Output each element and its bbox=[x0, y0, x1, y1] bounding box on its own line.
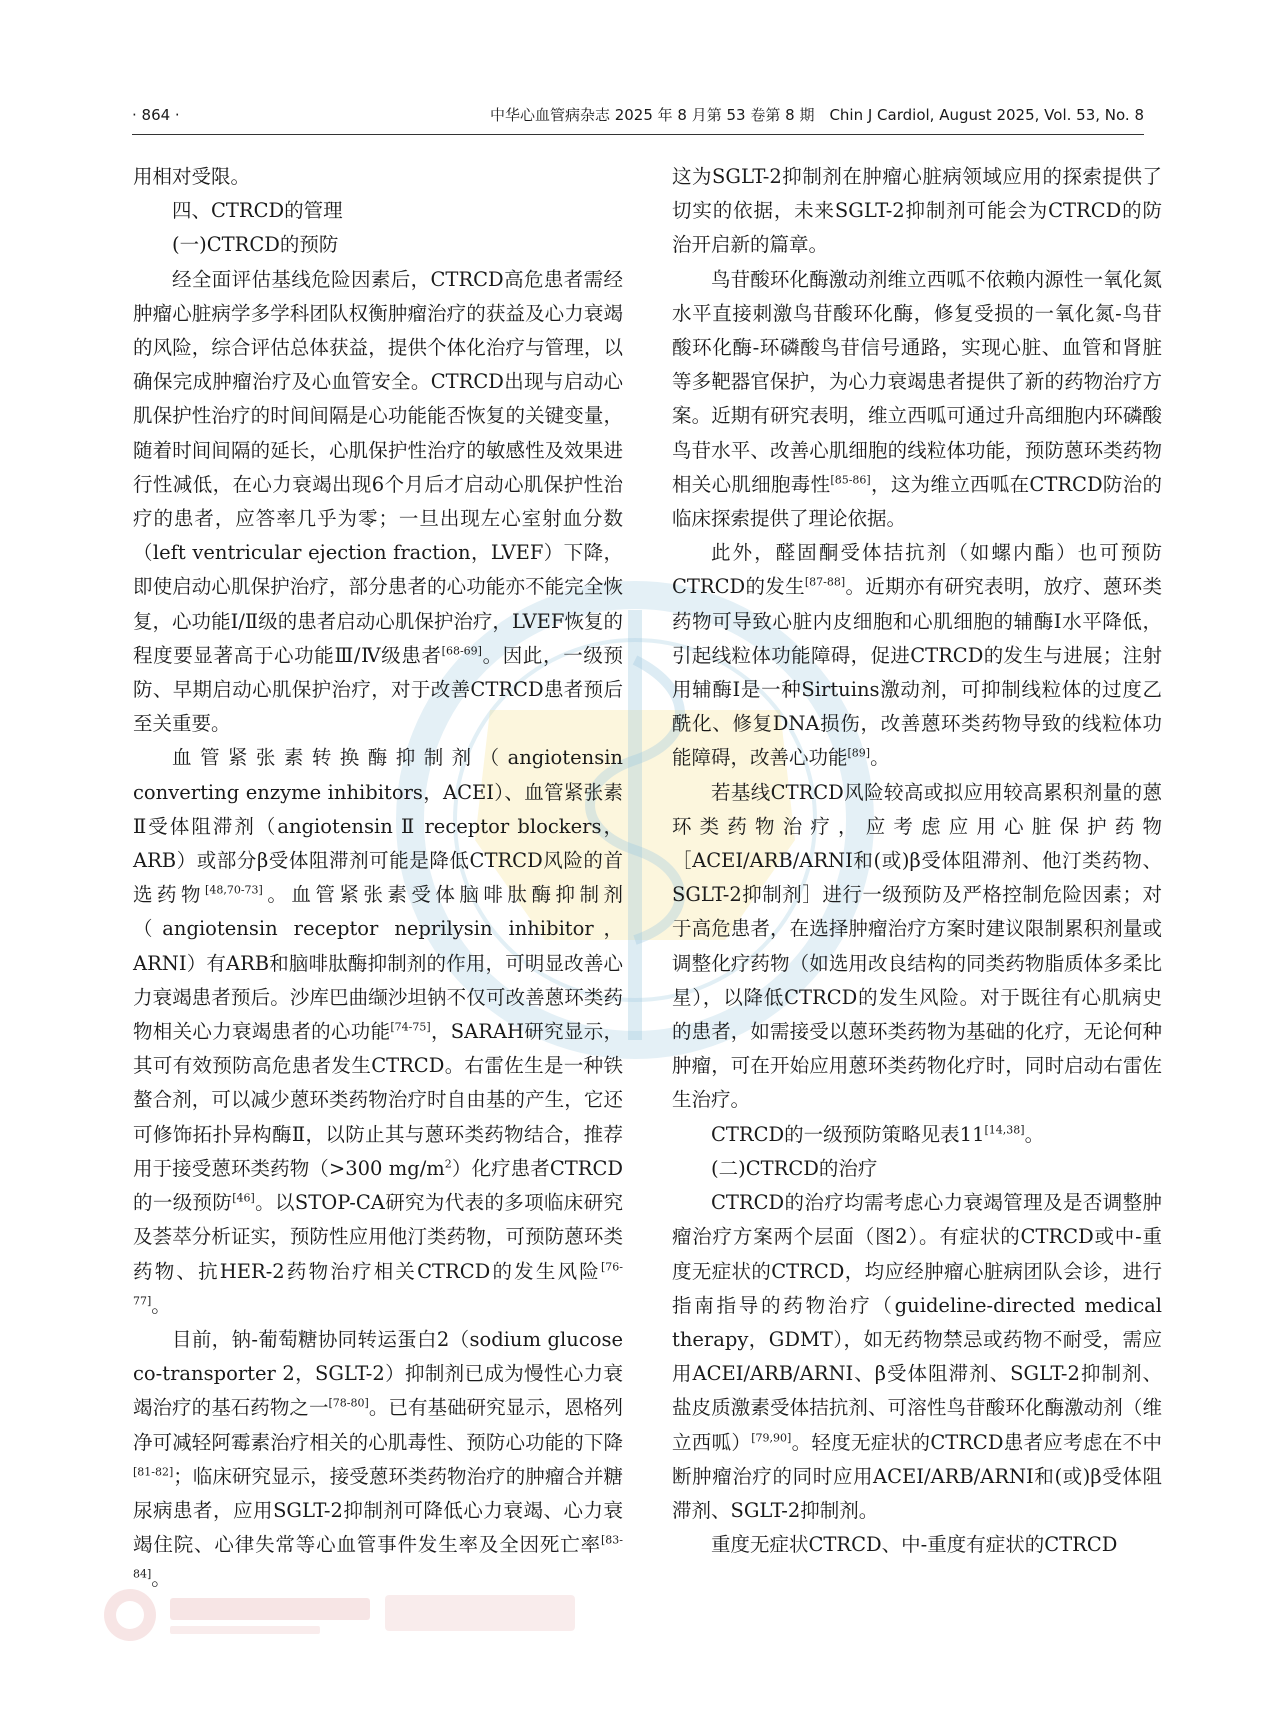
citation: [78-80] bbox=[328, 1396, 369, 1410]
superscript: 2 bbox=[444, 1157, 452, 1171]
paragraph: 这为SGLT-2抑制剂在肿瘤心脏病领域应用的探索提供了切实的依据，未来SGLT-2抑制剂可能会为CTRCD的防治开启新的篇章。 bbox=[672, 165, 1162, 257]
journal-citation: 中华心血管病杂志 2025 年 8 月第 53 卷第 8 期 Chin J Cardiol, August 2025, Vol. 53, No. 8 bbox=[489, 106, 1144, 124]
citation: [79,90] bbox=[751, 1431, 792, 1445]
citation: [48,70-73] bbox=[205, 883, 263, 897]
right-column bbox=[672, 160, 1162, 1562]
subsection-heading: (二)CTRCD的治疗 bbox=[711, 1156, 878, 1180]
paragraph: CTRCD的治疗均需考虑心力衰竭管理及是否调整肿瘤治疗方案两个层面（图2）。有症状的CTRCD或中-重度无症状的CTRCD，均应经肿瘤心脏病团队会诊，进行指南指导的药物治疗（guideline-directed medical therapy，GDMT），如无药物禁忌或药物不耐受，需应用ACEI/ARB/ARNI、β受体阻滞剂、SGLT-2抑制剂、盐皮质激素受体拮抗剂、可溶性鸟苷酸环化酶激动剂（维立西呱）[79,90]。轻度无症状的CTRCD患者应考虑在不中断肿瘤治疗的同时应用ACEI/ARB/ARNI和(或)β受体阻滞剂、SGLT-2抑制剂。 bbox=[672, 1191, 1162, 1522]
citation: [74-75] bbox=[390, 1020, 431, 1034]
left-column bbox=[133, 160, 623, 1597]
paragraph: 用相对受限。 bbox=[133, 165, 251, 188]
paragraph: 此外，醛固酮受体拮抗剂（如螺内酯）也可预防CTRCD的发生[87-88]。近期亦有研究表明，放疗、蒽环类药物可导致心脏内皮细胞和心肌细胞的辅酶Ⅰ水平降低，引起线粒体功能障碍，促进CTRCD的发生与进展；注射用辅酶Ⅰ是一种Sirtuins激动剂，可抑制线粒体的过度乙酰化、修复DNA损伤，改善蒽环类药物导致的线粒体功能障碍，改善心功能[89]。 bbox=[672, 541, 1162, 770]
section-heading: 四、CTRCD的管理 bbox=[172, 199, 343, 223]
paragraph: 血管紧张素转换酶抑制剂（angiotensin converting enzyme inhibitors，ACEI）、血管紧张素Ⅱ受体阻滞剂（angiotensin Ⅱ receptor blockers，ARB）或部分β受体阻滞剂可能是降低CTRCD风险的首选药物[48,70-73]。血管紧张素受体脑啡肽酶抑制剂（angiotensin receptor neprilysin inhibitor，ARNI）有ARB和脑啡肽酶抑制剂的作用，可明显改善心力衰竭患者预后。沙库巴曲缬沙坦钠不仅可改善蒽环类药物相关心力衰竭患者的心功能[74-75]，SARAH研究显示，其可有效预防高危患者发生CTRCD。右雷佐生是一种铁螯合剂，可以减少蒽环类药物治疗时自由基的产生，它还可修饰拓扑异构酶Ⅱ，以防止其与蒽环类药物结合，推荐用于接受蒽环类药物（>300 $mg/m^2$）化疗患者CTRCD的一级预防[46]。以STOP-CA研究为代表的多项临床研究及荟萃分析证实，预防性应用他汀类药物，可预防蒽环类药物、抗HER-2药物治疗相关CTRCD的发生风险[76-77]。 bbox=[133, 746, 624, 1317]
paragraph: 鸟苷酸环化酶激动剂维立西呱不依赖内源性一氧化氮水平直接刺激鸟苷酸环化酶，修复受损的一氧化氮-鸟苷酸环化酶-环磷酸鸟苷信号通路，实现心脏、血管和肾脏等多靶器官保护，为心力衰竭患者提供了新的药物治疗方案。近期有研究表明，维立西呱可通过升高细胞内环磷酸鸟苷水平、改善心肌细胞的线粒体功能，预防蒽环类药物相关心肌细胞毒性[85-86]，这为维立西呱在CTRCD防治的临床探索提供了理论依据。 bbox=[672, 267, 1162, 531]
citation: [68-69] bbox=[441, 644, 482, 658]
paragraph: 目前，钠-葡萄糖协同转运蛋白2（sodium glucose co-transporter 2，SGLT-2）抑制剂已成为慢性心力衰竭治疗的基石药物之一[78-80]。已有基础研究显示，恩格列净可减轻阿霉素治疗相关的心肌毒性、预防心功能的下降[81-82]；临床研究显示，接受蒽环类药物治疗的肿瘤合并糖尿病患者，应用SGLT-2抑制剂可降低心力衰竭、心力衰竭住院、心律失常等心血管事件发生率及全因死亡率[83-84]。 bbox=[133, 1327, 623, 1591]
citation: [46] bbox=[232, 1191, 255, 1205]
citation: [76-77] bbox=[133, 1260, 623, 1308]
citation: [85-86] bbox=[830, 473, 871, 487]
paragraph: 重度无症状CTRCD、中-重度有症状的CTRCD bbox=[711, 1533, 1118, 1557]
paragraph: 若基线CTRCD风险较高或拟应用较高累积剂量的蒽环类药物治疗，应考虑应用心脏保护药物［ACEI/ARB/ARNI和(或)β受体阻滞剂、他汀类药物、SGLT-2抑制剂］进行一级预防及严格控制危险因素；对于高危患者，在选择肿瘤治疗方案时建议限制累积剂量或调整化疗药物（如选用改良结构的同类药物脂质体多柔比星），以降低CTRCD的发生风险。对于既往有心肌病史的患者，如需接受以蒽环类药物为基础的化疗，无论何种肿瘤，可在开始应用蒽环类药物化疗时，同时启动右雷佐生治疗。 bbox=[672, 780, 1162, 1112]
citation: [81-82] bbox=[133, 1465, 174, 1479]
subsection-heading: (一)CTRCD的预防 bbox=[172, 233, 339, 257]
citation: [14,38] bbox=[984, 1123, 1025, 1137]
page-header bbox=[132, 104, 1144, 135]
citation: [89] bbox=[847, 746, 871, 760]
page-number: · 864 · bbox=[132, 106, 180, 124]
paragraph: CTRCD的一级预防策略见表11[14,38]。 bbox=[711, 1122, 1045, 1146]
citation: [83-84] bbox=[133, 1533, 623, 1581]
paragraph: 经全面评估基线危险因素后，CTRCD高危患者需经肿瘤心脏病学多学科团队权衡肿瘤治疗的获益及心力衰竭的风险，综合评估总体获益，提供个体化治疗与管理，以确保完成肿瘤治疗及心血管安全。CTRCD出现与启动心肌保护性治疗的时间间隔是心功能能否恢复的关键变量，随着时间间隔的延长，心肌保护性治疗的敏感性及效果进行性减低，在心力衰竭出现6个月后才启动心肌保护性治疗的患者，应答率几乎为零；一旦出现左心室射血分数（left ventricular ejection fraction，LVEF）下降，即使启动心肌保护治疗，部分患者的心功能亦不能完全恢复，心功能Ⅰ/Ⅱ级的患者启动心肌保护治疗，LVEF恢复的程度要显著高于心功能Ⅲ/Ⅳ级患者[68-69]。因此，一级预防、早期启动心肌保护治疗，对于改善CTRCD患者预后至关重要。 bbox=[133, 267, 623, 736]
citation: [87-88] bbox=[804, 575, 846, 589]
